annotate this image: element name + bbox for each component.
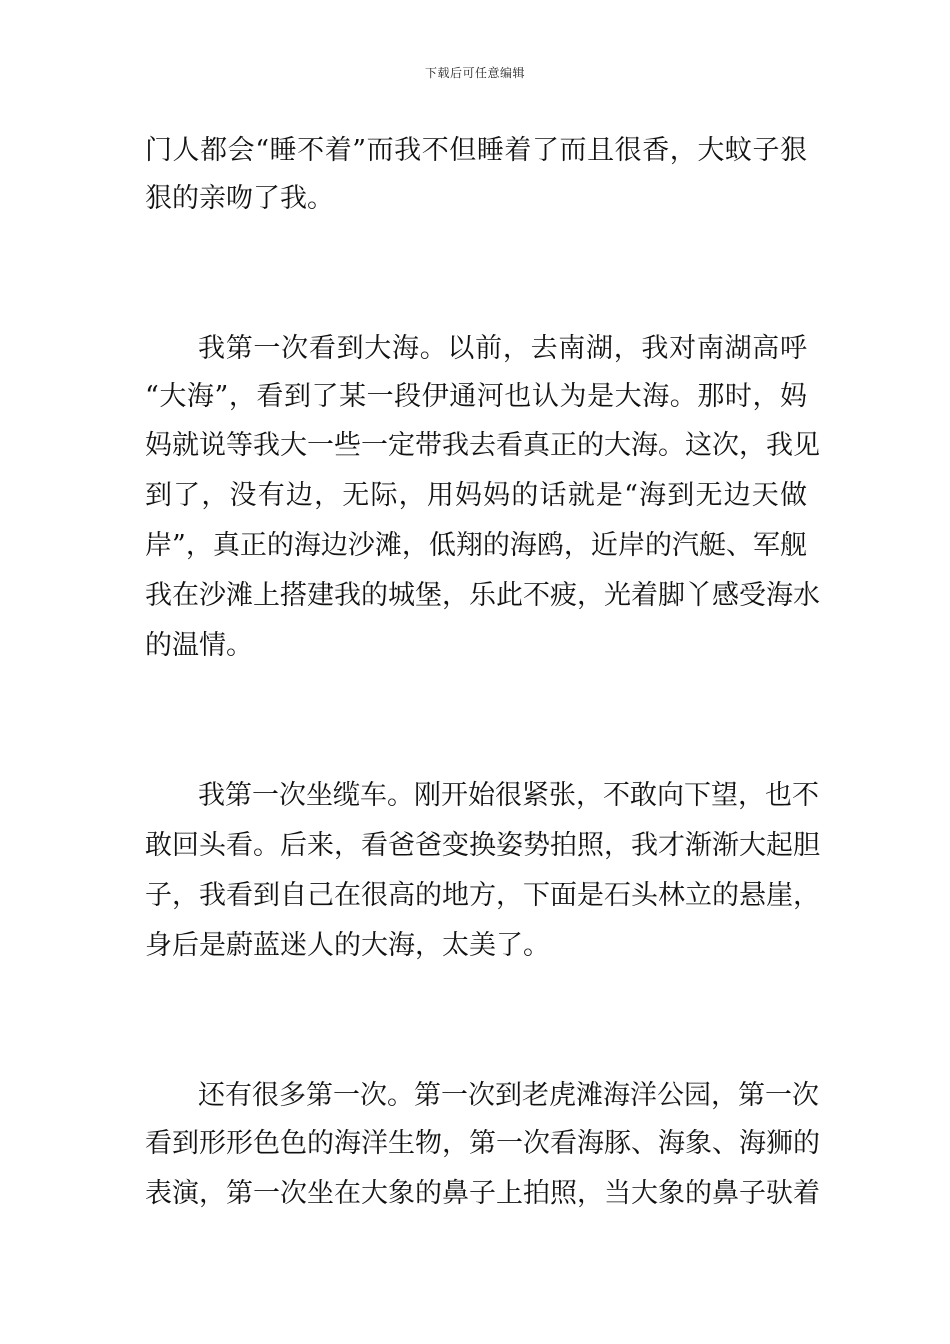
paragraph-line: 身后是蔚蓝迷人的大海，太美了。 (145, 930, 550, 961)
paragraph-line: 岸”，真正的海边沙滩，低翔的海鸥，近岸的汽艇、军舰 (145, 530, 807, 561)
paragraph-line: 我在沙滩上搭建我的城堡，乐此不疲，光着脚丫感受海水 (145, 580, 820, 611)
paragraph-line: 到了，没有边，无际，用妈妈的话就是“海到无边天做 (145, 480, 807, 511)
paragraph-line: 看到形形色色的海洋生物，第一次看海豚、海象、海狮的 (145, 1128, 820, 1159)
header-note: 下载后可任意编辑 (424, 66, 525, 80)
paragraph-line: 我第一次看到大海。以前，去南湖，我对南湖高呼 (198, 333, 807, 364)
paragraph-line: “大海”，看到了某一段伊通河也认为是大海。那时，妈 (145, 381, 807, 412)
paragraph-line: 我第一次坐缆车。刚开始很紧张，不敢向下望，也不 (198, 780, 819, 811)
paragraph-line: 表演，第一次坐在大象的鼻子上拍照，当大象的鼻子驮着 (145, 1178, 820, 1209)
paragraph-line: 的温情。 (145, 630, 253, 661)
paragraph-line: 子，我看到自己在很高的地方，下面是石头林立的悬崖， (145, 880, 820, 911)
paragraph-line: 敢回头看。后来，看爸爸变换姿势拍照，我才渐渐大起胆 (145, 830, 820, 861)
paragraph-line: 狠的亲吻了我。 (145, 183, 334, 214)
paragraph-line: 妈就说等我大一些一定带我去看真正的大海。这次，我见 (145, 430, 820, 461)
paragraph-line: 还有很多第一次。第一次到老虎滩海洋公园，第一次 (198, 1080, 819, 1111)
paragraph-line: 门人都会“睡不着”而我不但睡着了而且很香，大蚊子狠 (145, 135, 807, 166)
